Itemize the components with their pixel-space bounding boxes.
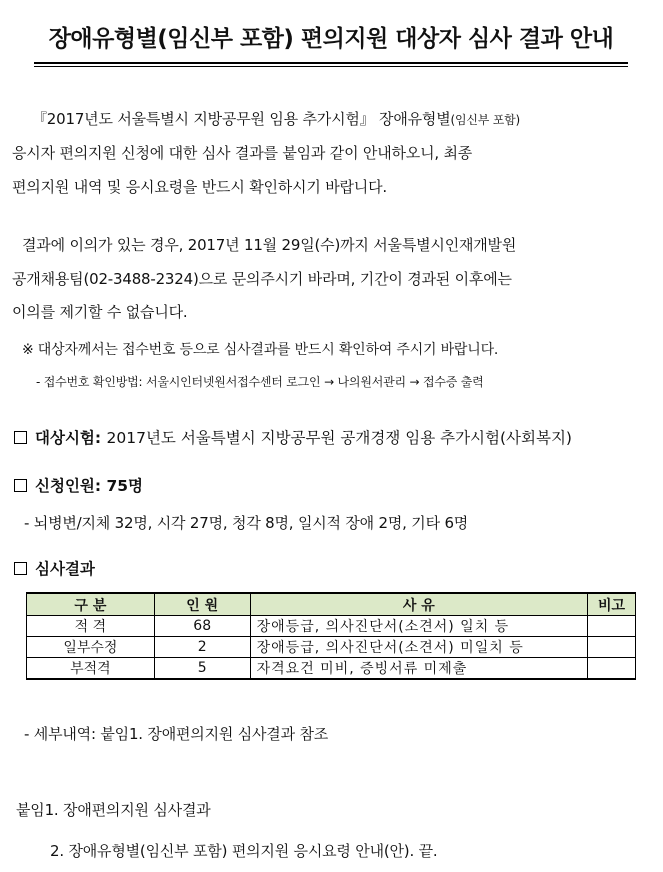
- results-label: 심사결과: [35, 560, 95, 578]
- table-row: [27, 658, 636, 680]
- exam-value: 2017년도 서울특별시 지방공무원 공개경쟁 임용 추가시험(사회복지): [106, 429, 572, 447]
- intro-line-2: 응시자 편의지원 신청에 대한 심사 결과를 붙임과 같이 안내하오니, 최종: [12, 144, 473, 162]
- header-category: 구 분: [27, 593, 155, 616]
- intro-line-3: 편의지원 내역 및 응시요령을 반드시 확인하시기 바랍니다.: [12, 178, 387, 196]
- row-reason: 장애등급, 의사진단서(소견서) 미일치 등: [250, 637, 587, 658]
- attachment-2: 2. 장애유형별(임신부 포함) 편의지원 응시요령 안내(안). 끝.: [50, 842, 438, 860]
- header-count: 인 원: [154, 593, 250, 616]
- check-method-text: - 접수번호 확인방법: 서울시인터넷원서접수센터 로그인 → 나의원서관리 → 접수증 출력: [36, 375, 484, 389]
- title-underline-thin: [34, 66, 628, 67]
- attachment-1: 붙임1. 장애편의지원 심사결과: [16, 801, 211, 819]
- exam-label: 대상시험:: [35, 429, 102, 447]
- row-note: [588, 658, 636, 680]
- notice-text: ※ 대상자께서는 접수번호 등으로 심사결과를 반드시 확인하여 주시기 바랍니다.: [22, 342, 499, 358]
- header-note: 비고: [588, 593, 636, 616]
- checkbox-square-icon: [14, 562, 27, 575]
- row-note: [588, 637, 636, 658]
- header-reason: 사 유: [250, 593, 587, 616]
- checkbox-square-icon: [14, 479, 27, 492]
- applicants-heading: [14, 474, 143, 496]
- row-count: 2: [154, 637, 250, 658]
- objection-line-2: 공개채용팀(02-3488-2324)으로 문의주시기 바라며, 기간이 경과된 이후에는: [12, 270, 512, 288]
- applicants-label: 신청인원: 75명: [35, 477, 144, 495]
- table-row: [27, 616, 636, 637]
- row-note: [588, 616, 636, 637]
- row-count: 68: [154, 616, 250, 637]
- row-reason: 장애등급, 의사진단서(소견서) 일치 등: [250, 616, 587, 637]
- results-table: [26, 592, 636, 680]
- row-count: 5: [154, 658, 250, 680]
- results-heading: [14, 557, 95, 579]
- table-row: [27, 637, 636, 658]
- title-underline: [34, 62, 628, 64]
- exam-heading: [14, 426, 572, 448]
- checkbox-square-icon: [14, 431, 27, 444]
- objection-line-3: 이의를 제기할 수 없습니다.: [12, 303, 188, 321]
- row-category: 부적격: [27, 658, 155, 680]
- intro-line-1-small: (임신부 포함): [450, 113, 521, 127]
- document-title: 장애유형별(임신부 포함) 편의지원 대상자 심사 결과 안내: [48, 26, 614, 52]
- row-category: 적 격: [27, 616, 155, 637]
- intro-line-1: [32, 108, 520, 129]
- results-table-header: [27, 593, 636, 616]
- row-category: 일부수정: [27, 637, 155, 658]
- intro-line-1-main: 『2017년도 서울특별시 지방공무원 임용 추가시험』 장애유형별: [32, 110, 451, 128]
- results-detail-ref: - 세부내역: 붙임1. 장애편의지원 심사결과 참조: [24, 725, 329, 743]
- row-reason: 자격요건 미비, 증빙서류 미제출: [250, 658, 587, 680]
- applicants-detail: - 뇌병변/지체 32명, 시각 27명, 청각 8명, 일시적 장애 2명, 기타 6명: [24, 514, 469, 532]
- objection-line-1: 결과에 이의가 있는 경우, 2017년 11월 29일(수)까지 서울특별시인재개발원: [22, 236, 517, 254]
